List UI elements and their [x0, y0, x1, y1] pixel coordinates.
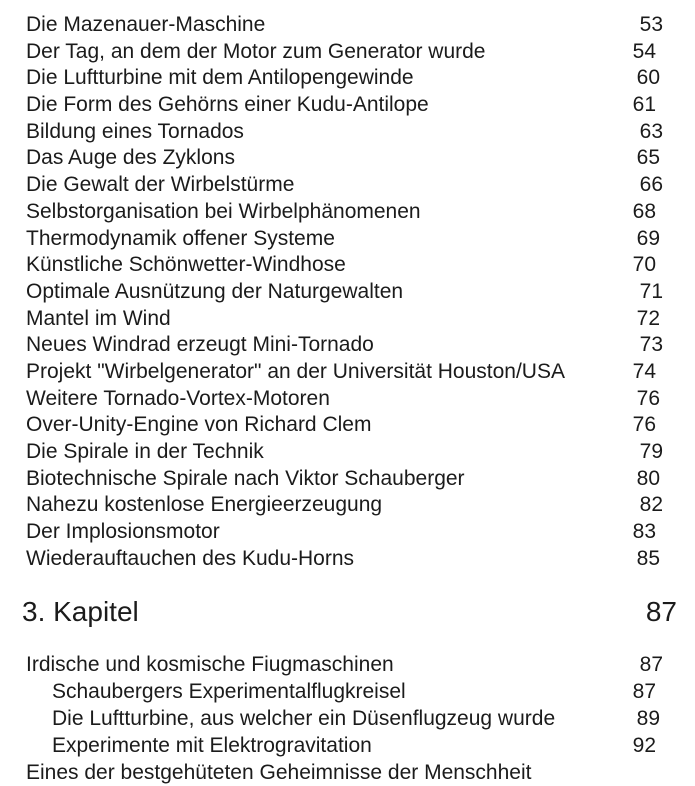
toc-entry-page-number: 66	[639, 173, 663, 197]
toc-entry-page-number: 54	[632, 39, 656, 63]
chapter-heading-title: 3. Kapitel	[22, 596, 139, 628]
toc-entry	[0, 199, 695, 226]
chapter-heading-page-number: 87	[645, 596, 677, 628]
toc-entry-title: Optimale Ausnützung der Naturgewalten	[26, 279, 404, 303]
toc-entry	[0, 226, 695, 253]
toc-entry	[0, 386, 695, 413]
toc-entry	[0, 466, 695, 493]
toc-entry-title: Künstliche Schönwetter-Windhose	[26, 253, 346, 277]
toc-entry-title: Das Auge des Zyklons	[26, 146, 235, 170]
toc-entry-title: Projekt "Wirbelgenerator" an der Universität Houston/USA	[26, 359, 565, 383]
toc-entry-page-number: 65	[636, 146, 660, 170]
toc-entry-title: Neues Windrad erzeugt Mini-Tornado	[26, 333, 374, 357]
toc-entry	[0, 678, 695, 705]
toc-list	[0, 12, 695, 572]
toc-entry-page-number: 71	[639, 279, 663, 303]
toc-entry-page-number: 92	[632, 734, 656, 758]
toc-entry	[0, 172, 695, 199]
toc-entry-page-number: 70	[632, 253, 656, 277]
toc-entry-title: Biotechnische Spirale nach Viktor Schauberger	[26, 466, 465, 490]
toc-entry-title: Die Luftturbine mit dem Antilopengewinde	[26, 66, 414, 90]
toc-entry-page-number: 63	[639, 119, 663, 143]
toc-entry	[0, 12, 695, 39]
toc-entry-title: Over-Unity-Engine von Richard Clem	[26, 413, 372, 437]
toc-entry-page-number: 72	[636, 306, 660, 330]
toc-entry-page-number: 76	[632, 413, 656, 437]
toc-entry	[0, 119, 695, 146]
toc-entry	[0, 492, 695, 519]
toc-entry	[0, 705, 695, 732]
toc-entry-page-number: 80	[636, 466, 660, 490]
toc-entry	[0, 332, 695, 359]
toc-entry-title: Thermodynamik offener Systeme	[26, 226, 335, 250]
toc-entry-clipped	[0, 759, 695, 786]
toc-entry	[0, 306, 695, 333]
toc-entry-page-number: 83	[632, 520, 656, 544]
toc-entry	[0, 651, 695, 678]
toc-entry-page-number: 74	[632, 359, 656, 383]
toc-entry-title: Die Spirale in der Technik	[26, 440, 264, 463]
toc-entry-title: Die Form des Gehörns einer Kudu-Antilope	[26, 93, 429, 117]
toc-entry	[0, 65, 695, 92]
toc-entry-title: Selbstorganisation bei Wirbelphänomenen	[26, 199, 421, 223]
toc-entry-page-number: 87	[632, 680, 656, 704]
toc-entry-page-number: 68	[632, 199, 656, 223]
toc-entry-page-number: 89	[636, 707, 660, 731]
toc-entry-page-number: 82	[639, 493, 663, 517]
toc-entry-page-number: 53	[639, 13, 663, 36]
toc-entry	[0, 359, 695, 386]
toc-entry-page-number: 69	[636, 226, 660, 250]
toc-entry-page-number: 76	[636, 386, 660, 410]
toc-entry-title: Schaubergers Experimentalflugkreisel	[52, 680, 406, 704]
toc-entry-page-number: 60	[636, 66, 660, 90]
toc-entry-page-number: 61	[632, 93, 656, 117]
toc-entry-title: Der Implosionsmotor	[26, 520, 220, 544]
toc-entry	[0, 279, 695, 306]
toc-entry	[0, 92, 695, 119]
toc-entry-title: Experimente mit Elektrogravitation	[52, 734, 372, 758]
toc-entry	[0, 252, 695, 279]
toc-entry-title: Weitere Tornado-Vortex-Motoren	[26, 386, 330, 410]
toc-entry-title: Mantel im Wind	[26, 306, 171, 330]
toc-entry-title: Die Gewalt der Wirbelstürme	[26, 173, 295, 197]
toc-entry	[0, 145, 695, 172]
toc-entry	[0, 439, 695, 466]
toc-entry-page-number: 87	[639, 653, 663, 677]
toc-entry-title: Wiederauftauchen des Kudu-Horns	[26, 546, 355, 570]
toc-entry-title: Irdische und kosmische Fiugmaschinen	[26, 653, 394, 677]
toc-entry-page-number: 73	[639, 333, 663, 357]
toc-entry	[0, 519, 695, 546]
toc-entry-title: Die Luftturbine, aus welcher ein Düsenflugzeug wurde	[52, 707, 556, 731]
toc-entry-title: Bildung eines Tornados	[26, 119, 244, 143]
toc-entry-title: Der Tag, an dem der Motor zum Generator wurde	[26, 39, 486, 63]
toc-entry	[0, 412, 695, 439]
toc-entry	[0, 732, 695, 759]
toc-entry-title: Nahezu kostenlose Energieerzeugung	[26, 493, 383, 517]
chapter-toc-list	[0, 651, 695, 786]
toc-entry	[0, 39, 695, 66]
toc-entry-page-number: 85	[636, 546, 660, 570]
toc-entry-title: Die Mazenauer-Maschine	[26, 13, 266, 36]
toc-entry-title: Eines der bestgehüteten Geheimnisse der Menschheit	[26, 761, 532, 785]
chapter-heading	[0, 597, 695, 627]
toc-entry	[0, 546, 695, 573]
toc-entry-page-number: 79	[639, 440, 663, 463]
